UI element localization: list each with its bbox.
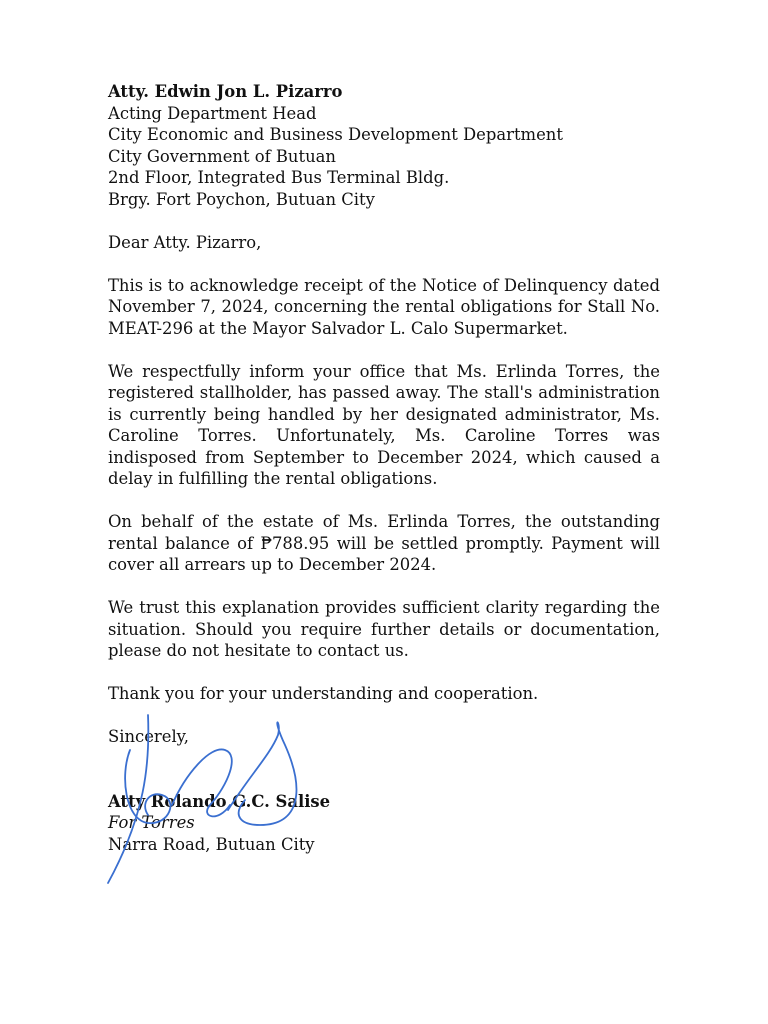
- paragraph-explanation: [108, 361, 660, 490]
- paragraph-text: We respectfully inform your office that Ms. Erlinda Torres, the registered stallholder, has passed away. The stall's administration is currently being handled by her designated administrator, Ms. Caroline Torres. Unfortunately, Ms. Caroline Torres was indisposed from September to December 2024, which caused a delay in fulfilling the rental obligations.: [108, 361, 660, 488]
- salutation: Dear Atty. Pizarro,: [108, 232, 262, 252]
- signatory-address: Narra Road, Butuan City: [108, 834, 315, 854]
- paragraph-text: On behalf of the estate of Ms. Erlinda Torres, the outstanding rental balance of ₱788.95 will be settled promptly. Payment will cover all arrears up to December 2024.: [108, 512, 660, 574]
- letter-body: [108, 81, 660, 855]
- paragraph-acknowledgement: [108, 275, 660, 340]
- recipient-title: Acting Department Head: [108, 103, 317, 123]
- paragraph-text: This is to acknowledge receipt of the Notice of Delinquency dated November 7, 2024, concerning the rental obligations for Stall No. MEAT-296 at the Mayor Salvador L. Calo Supermarket.: [108, 275, 660, 338]
- signatory-capacity: For Torres: [108, 813, 195, 832]
- recipient-government: City Government of Butuan: [108, 146, 336, 166]
- signatory-block: [108, 791, 660, 856]
- recipient-address-line1: 2nd Floor, Integrated Bus Terminal Bldg.: [108, 168, 450, 187]
- paragraph-text: We trust this explanation provides sufficient clarity regarding the situation. Should you require further details or documentation, please do not hesitate to contact us.: [108, 598, 660, 660]
- recipient-name: Atty. Edwin Jon L. Pizarro: [108, 82, 343, 101]
- recipient-address-line2: Brgy. Fort Poychon, Butuan City: [108, 189, 375, 209]
- signatory-name: Atty Rolando G.C. Salise: [108, 791, 331, 811]
- paragraph-clarity: [108, 597, 660, 662]
- thank-you-line: Thank you for your understanding and cooperation.: [108, 684, 539, 703]
- recipient-block: [108, 81, 660, 210]
- closing: Sincerely,: [108, 727, 189, 746]
- paragraph-payment: [108, 511, 660, 576]
- recipient-department: City Economic and Business Development Department: [108, 125, 563, 144]
